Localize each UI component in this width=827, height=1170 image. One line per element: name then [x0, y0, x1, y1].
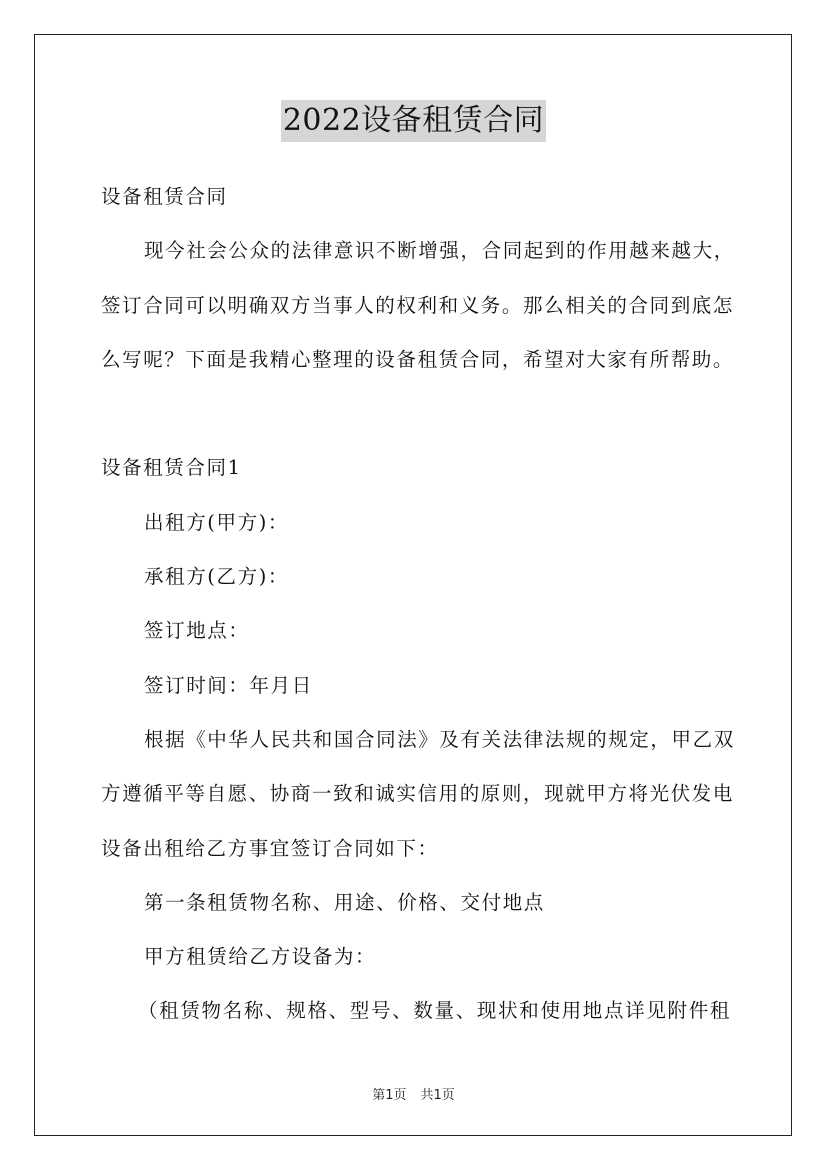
paragraph-line: （租赁物名称、规格、型号、数量、现状和使用地点详见附件租 [138, 999, 731, 1023]
paragraph-line: 甲方租赁给乙方设备为： [144, 945, 377, 969]
section-heading: 设备租赁合同1 [101, 456, 242, 480]
field-sign-date: 签订时间：年月日 [144, 673, 313, 697]
paragraph-line: 方遵循平等自愿、协商一致和诚实信用的原则，现就甲方将光伏发电 [101, 782, 735, 806]
article-heading: 第一条租赁物名称、用途、价格、交付地点 [144, 890, 545, 914]
paragraph-line: 根据《中华人民共和国合同法》及有关法律法规的规定，甲乙双 [144, 727, 735, 751]
paragraph-line: 么写呢？下面是我精心整理的设备租赁合同，希望对大家有所帮助。 [101, 347, 735, 371]
paragraph-line: 设备出租给乙方事宜签订合同如下： [101, 836, 439, 860]
field-sign-place: 签订地点： [144, 619, 250, 643]
paragraph-line: 签订合同可以明确双方当事人的权利和义务。那么相关的合同到底怎 [101, 293, 735, 317]
field-lessee: 承租方(乙方)： [144, 565, 290, 589]
page-footer [0, 1084, 827, 1103]
document-body [101, 170, 735, 1039]
field-lessor: 出租方(甲方)： [144, 510, 290, 534]
blank-line [101, 387, 731, 441]
page-total: 共1页 [420, 1088, 455, 1103]
paragraph-line: 现今社会公众的法律意识不断增强，合同起到的作用越来越大， [144, 239, 735, 263]
section-heading: 设备租赁合同 [101, 185, 228, 208]
page-number: 第1页 [372, 1088, 407, 1103]
title-area [0, 100, 827, 142]
document-title: 2022设备租赁合同 [281, 100, 546, 142]
